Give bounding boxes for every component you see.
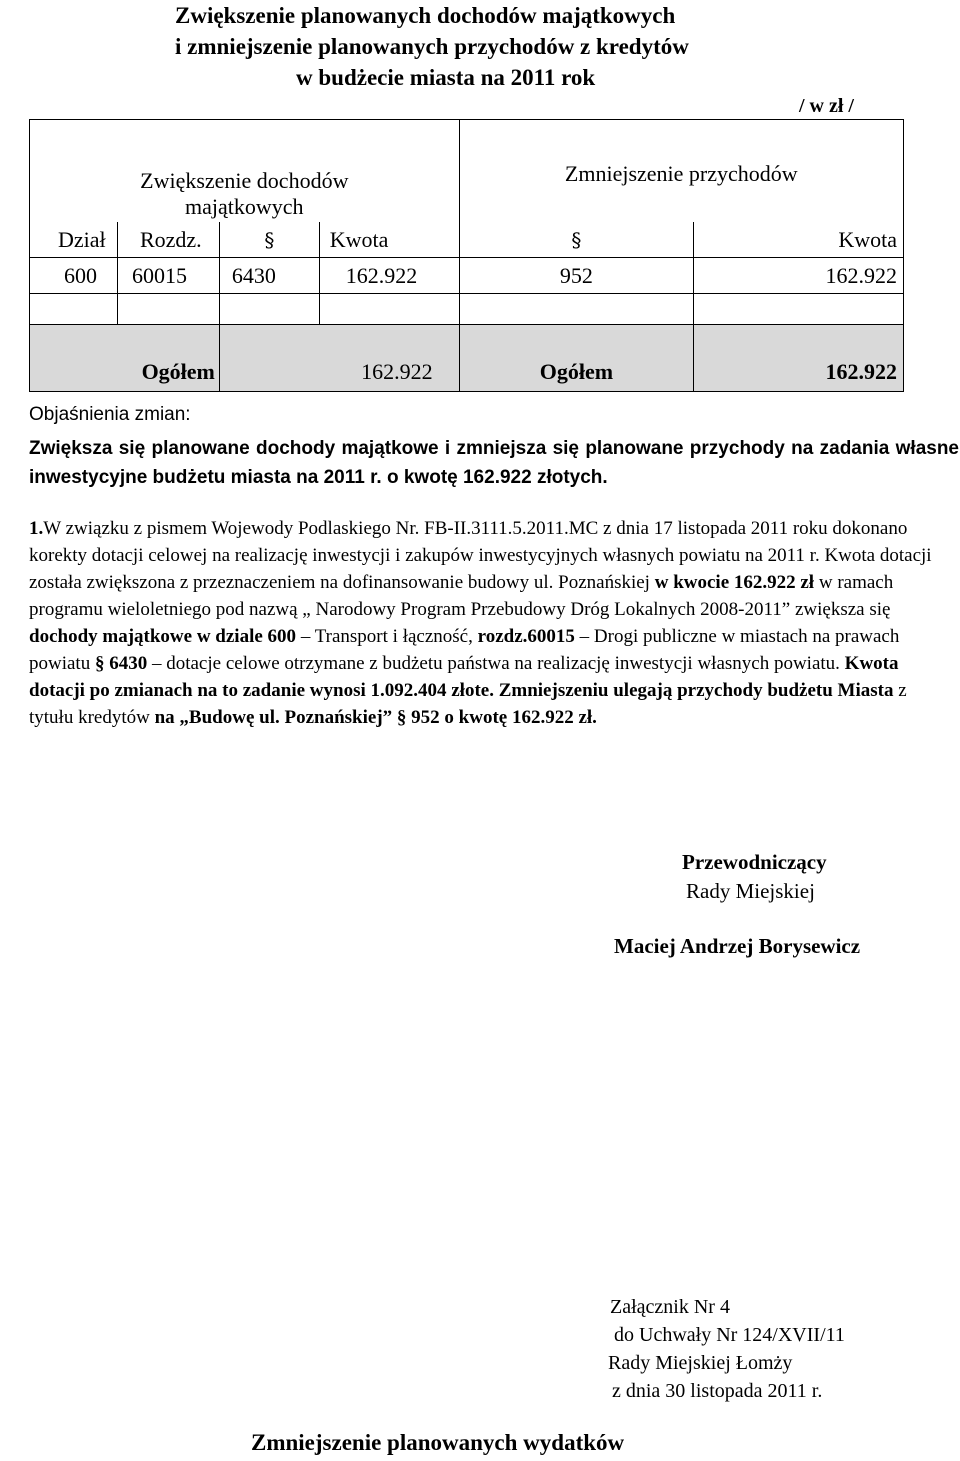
explanation-heading: Objaśnienia zmian:	[29, 404, 191, 425]
unit-label: / w zł /	[799, 95, 854, 117]
annex-line-4: z dnia 30 listopada 2011 r.	[612, 1380, 823, 1402]
table-empty-row	[30, 294, 904, 325]
cell-paragraph-left: 6430	[219, 258, 319, 294]
total-right: 162.922	[694, 325, 904, 392]
increase-income-heading: Zwiększenie dochodów majątkowych	[30, 120, 460, 223]
cell-kwota-left: 162.922	[319, 258, 459, 294]
annex-line-3: Rady Miejskiej Łomży	[608, 1352, 793, 1374]
col-rozdz: Rozdz.	[117, 222, 219, 258]
signature-role: Przewodniczący	[682, 850, 827, 874]
cell-rozdz: 60015	[117, 258, 219, 294]
cell-kwota-right: 162.922	[694, 258, 904, 294]
explanation-paragraph: Zwiększa się planowane dochody majątkowe i zmniejsza się planowane przychody na zadania własne inwestycyjne budżetu miasta na 2011 r. o kwotę 162.922 złotych.	[29, 438, 960, 488]
title-line-1: Zwiększenie planowanych dochodów majątkowych	[175, 3, 676, 28]
title-line-3: w budżecie miasta na 2011 rok	[296, 65, 596, 90]
annex-line-2: do Uchwały Nr 124/XVII/11	[614, 1324, 845, 1346]
cell-paragraph-right: 952	[459, 258, 694, 294]
total-label-left: Ogółem	[30, 325, 220, 392]
point-1-paragraph: 1.W związku z pismem Wojewody Podlaskiego Nr. FB-II.3111.5.2011.MC z dnia 17 listopada 2011 roku dokonano korekty dotacji celowej na realizację inwestycji i zakupów inwestycyjnych własnych powiatu na 2011 r. Kwota dotacji została zwiększona z przeznaczeniem na dofinansowanie budowy ul. Poznańskiej w kwocie 162.922 zł w ramach programu wieloletniego pod nazwą „ Narodowy Program Przebudowy Dróg Lokalnych 2008-2011” zwiększa się dochody majątkowe w dziale 600 – Transport i łączność, rozdz.60015 – Drogi publiczne w miastach na prawach powiatu § 6430 – dotacje celowe otrzymane z budżetu państwa na realizację inwestycji własnych powiatu. Kwota dotacji po zmianach na to zadanie wynosi 1.092.404 złote. Zmniejszeniu ulegają przychody budżetu Miasta z tytułu kredytów na „Budowę ul. Poznańskiej” § 952 o kwotę 162.922 zł.	[29, 518, 932, 728]
table-header-row	[30, 120, 904, 223]
col-paragraph-right: §	[459, 222, 694, 258]
title-line-2: i zmniejszenie planowanych przychodów z kredytów	[175, 34, 689, 59]
col-kwota-left: Kwota	[319, 222, 459, 258]
total-label-right: Ogółem	[459, 325, 694, 392]
footer-title: Zmniejszenie planowanych wydatków	[251, 1430, 625, 1455]
col-paragraph-left: §	[219, 222, 319, 258]
budget-table	[29, 119, 904, 392]
annex-line-1: Załącznik Nr 4	[610, 1296, 730, 1318]
signature-name: Maciej Andrzej Borysewicz	[614, 934, 861, 958]
col-kwota-right: Kwota	[694, 222, 904, 258]
document-title	[0, 0, 960, 93]
col-dzial: Dział	[30, 222, 118, 258]
annex-block	[608, 1293, 845, 1405]
table-total-row	[30, 325, 904, 392]
total-left: 162.922	[219, 325, 459, 392]
cell-dzial: 600	[30, 258, 118, 294]
signature-body: Rady Miejskiej	[686, 879, 815, 903]
table-row	[30, 258, 904, 294]
table-label-row	[30, 222, 904, 258]
decrease-revenue-heading: Zmniejszenie przychodów	[459, 120, 903, 223]
